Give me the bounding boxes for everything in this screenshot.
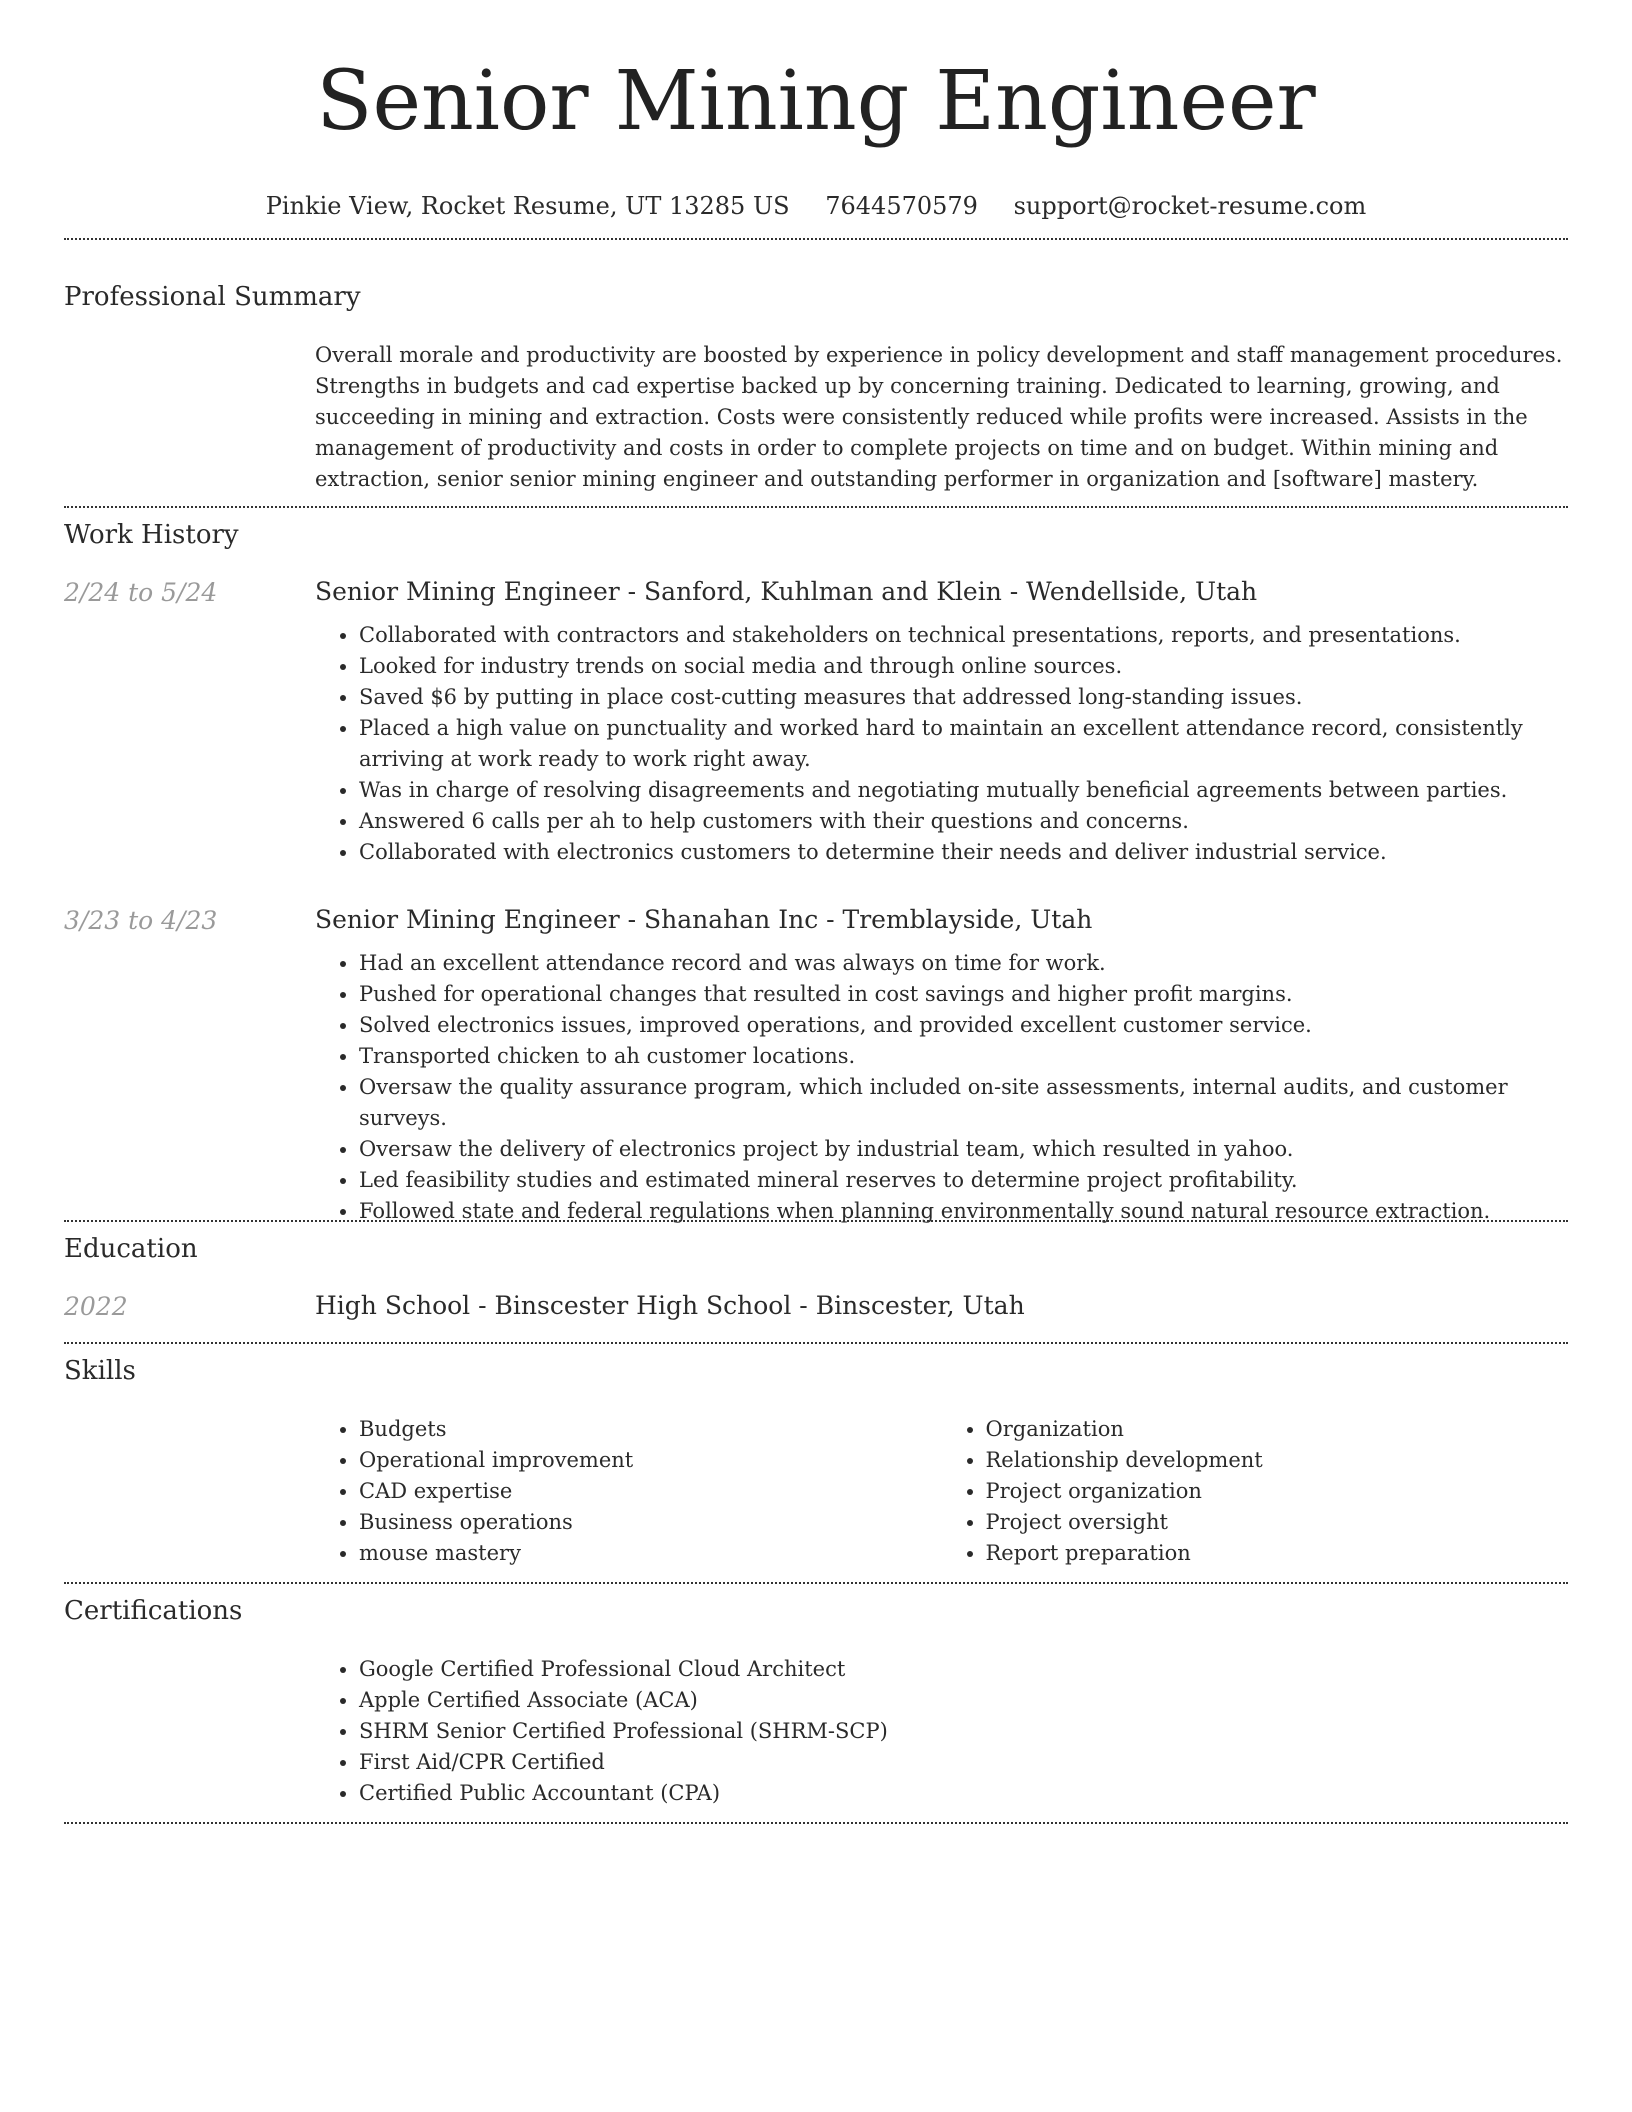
skill-item: • Project organization — [986, 1476, 1569, 1507]
contact-line — [0, 192, 1632, 220]
summary-heading: Professional Summary — [64, 282, 361, 312]
certification-item: • Google Certified Professional Cloud Architect — [359, 1654, 1568, 1685]
skills-section — [315, 1414, 1568, 1569]
section-divider — [64, 238, 1568, 240]
job-entry — [315, 905, 1568, 1227]
job-bullet: • Was in charge of resolving disagreements and negotiating mutually beneficial agreements between parties. — [359, 775, 1568, 806]
job-bullet: • Transported chicken to ah customer locations. — [359, 1041, 1568, 1072]
skill-item: • Budgets — [359, 1414, 942, 1445]
certifications-heading: Certifications — [64, 1596, 243, 1626]
summary-section — [315, 340, 1568, 495]
skills-list-left — [315, 1414, 942, 1569]
job-dates: 2/24 to 5/24 — [64, 578, 218, 607]
contact-phone: 7644570579 — [825, 192, 978, 220]
job-bullet: • Had an excellent attendance record and was always on time for work. — [359, 948, 1568, 979]
job-bullet: • Led feasibility studies and estimated mineral reserves to determine project profitability. — [359, 1165, 1568, 1196]
job-bullet: • Followed state and federal regulations when planning environmentally sound natural resource extraction. — [359, 1196, 1568, 1227]
job-title: Senior Mining Engineer - Sanford, Kuhlman and Klein - Wendellside, Utah — [315, 577, 1258, 606]
job-bullets — [315, 948, 1568, 1227]
skills-list-right — [942, 1414, 1569, 1569]
education-heading: Education — [64, 1234, 198, 1264]
work-history-heading: Work History — [64, 520, 239, 550]
section-divider — [64, 1582, 1568, 1584]
skill-item: • Project oversight — [986, 1507, 1569, 1538]
job-entry — [315, 577, 1568, 868]
job-bullets — [315, 620, 1568, 868]
skill-item: • Business operations — [359, 1507, 942, 1538]
job-bullet: • Collaborated with contractors and stakeholders on technical presentations, reports, and presentations. — [359, 620, 1568, 651]
job-bullet: • Oversaw the quality assurance program, which included on-site assessments, internal audits, and customer surveys. — [359, 1072, 1568, 1134]
job-dates: 3/23 to 4/23 — [64, 906, 218, 935]
job-bullet: • Oversaw the delivery of electronics project by industrial team, which resulted in yahoo. — [359, 1134, 1568, 1165]
job-bullet: • Looked for industry trends on social media and through online sources. — [359, 651, 1568, 682]
certifications-section — [315, 1654, 1568, 1809]
education-date: 2022 — [64, 1292, 128, 1321]
skill-item: • Report preparation — [986, 1538, 1569, 1569]
certification-item: • Apple Certified Associate (ACA) — [359, 1685, 1568, 1716]
education-entry: High School - Binscester High School - Binscester, Utah — [315, 1291, 1025, 1320]
section-divider — [64, 1220, 1568, 1222]
section-divider — [64, 1342, 1568, 1344]
skill-item: • Operational improvement — [359, 1445, 942, 1476]
certifications-list — [315, 1654, 1568, 1809]
contact-address: Pinkie View, Rocket Resume, UT 13285 US — [265, 192, 790, 220]
skill-item: • Organization — [986, 1414, 1569, 1445]
job-bullet: • Pushed for operational changes that resulted in cost savings and higher profit margins. — [359, 979, 1568, 1010]
job-bullet: • Collaborated with electronics customers to determine their needs and deliver industrial service. — [359, 837, 1568, 868]
contact-email: support@rocket-resume.com — [1013, 192, 1367, 220]
job-bullet: • Saved $6 by putting in place cost-cutting measures that addressed long-standing issues. — [359, 682, 1568, 713]
certification-item: • Certified Public Accountant (CPA) — [359, 1778, 1568, 1809]
certification-item: • First Aid/CPR Certified — [359, 1747, 1568, 1778]
skills-heading: Skills — [64, 1356, 136, 1386]
certification-item: • SHRM Senior Certified Professional (SHRM-SCP) — [359, 1716, 1568, 1747]
skill-item: • CAD expertise — [359, 1476, 942, 1507]
job-bullet: • Placed a high value on punctuality and worked hard to maintain an excellent attendance record, consistently arriving at work ready to work right away. — [359, 713, 1568, 775]
education-entry-wrap — [315, 1291, 1568, 1320]
skill-item: • Relationship development — [986, 1445, 1569, 1476]
job-bullet: • Answered 6 calls per ah to help customers with their questions and concerns. — [359, 806, 1568, 837]
summary-text: Overall morale and productivity are boosted by experience in policy development and staff management procedures. Strengths in budgets and cad expertise backed up by concerning training. Dedicated to learning, growing, and succeeding in mining and extraction. Costs were consistently reduced while profits were increased. Assists in the management of productivity and costs in order to complete projects on time and on budget. Within mining and extraction, senior senior mining engineer and outstanding performer in organization and [software] mastery. — [315, 343, 1563, 491]
job-title: Senior Mining Engineer - Shanahan Inc - Tremblayside, Utah — [315, 905, 1093, 934]
job-bullet: • Solved electronics issues, improved operations, and provided excellent customer service. — [359, 1010, 1568, 1041]
skill-item: • mouse mastery — [359, 1538, 942, 1569]
section-divider — [64, 1822, 1568, 1824]
skills-grid — [315, 1414, 1568, 1569]
section-divider — [64, 506, 1568, 508]
resume-name: Senior Mining Engineer — [316, 54, 1316, 149]
